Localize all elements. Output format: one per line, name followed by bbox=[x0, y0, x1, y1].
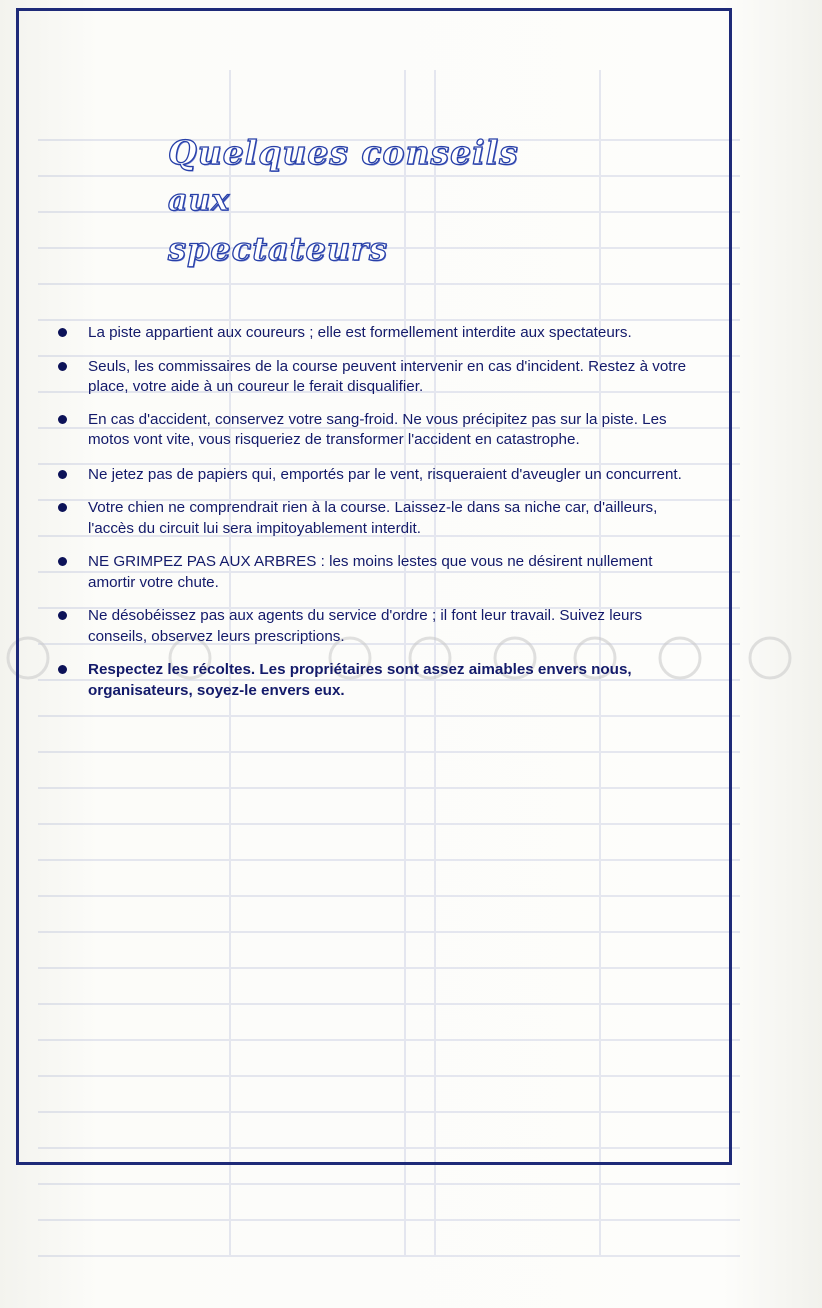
bullet-icon bbox=[58, 470, 67, 479]
advice-item bbox=[58, 465, 698, 486]
advice-item bbox=[58, 498, 698, 539]
advice-text: La piste appartient aux coureurs ; elle est formellement interdite aux spectateurs. bbox=[88, 324, 632, 341]
title-line-2: aux bbox=[168, 183, 231, 218]
advice-list bbox=[58, 323, 698, 701]
advice-item bbox=[58, 410, 698, 451]
bullet-icon bbox=[58, 665, 67, 674]
advice-text: Votre chien ne comprendrait rien à la course. Laissez-le dans sa niche car, d'ailleurs, l'accès du circuit lui sera impitoyablement interdit. bbox=[88, 499, 658, 537]
advice-item bbox=[58, 323, 698, 344]
bullet-icon bbox=[58, 611, 67, 620]
advice-item-highlighted bbox=[58, 660, 698, 701]
title-line-1: Quelques conseils bbox=[168, 133, 519, 172]
advice-text: En cas d'accident, conservez votre sang-froid. Ne vous précipitez pas sur la piste. Les motos vont vite, vous risqueriez de transformer l'accident en catastrophe. bbox=[88, 410, 667, 448]
bullet-icon bbox=[58, 503, 67, 512]
advice-text: Ne désobéissez pas aux agents du service d'ordre ; il font leur travail. Suivez leurs conseils, observez leurs prescriptions. bbox=[88, 607, 643, 645]
bullet-icon bbox=[58, 415, 67, 424]
advice-text: Seuls, les commissaires de la course peuvent intervenir en cas d'incident. Restez à votre place, votre aide à un coureur le ferait disqualifier. bbox=[88, 357, 687, 395]
advice-text: NE GRIMPEZ PAS AUX ARBRES : les moins lestes que vous ne désirent nullement amortir votre chute. bbox=[88, 553, 653, 591]
advice-item bbox=[58, 357, 698, 398]
bullet-icon bbox=[58, 557, 67, 566]
bullet-icon bbox=[58, 362, 67, 371]
advice-item bbox=[58, 552, 698, 593]
bullet-icon bbox=[58, 328, 67, 337]
advice-item bbox=[58, 606, 698, 647]
page-title bbox=[168, 127, 648, 275]
advice-text: Ne jetez pas de papiers qui, emportés par le vent, risqueraient d'aveugler un concurrent. bbox=[88, 465, 682, 483]
advice-text: Respectez les récoltes. Les propriétaires sont assez aimables envers nous, organisateurs, soyez-le envers eux. bbox=[88, 661, 632, 699]
title-line-3: spectateurs bbox=[168, 230, 389, 268]
